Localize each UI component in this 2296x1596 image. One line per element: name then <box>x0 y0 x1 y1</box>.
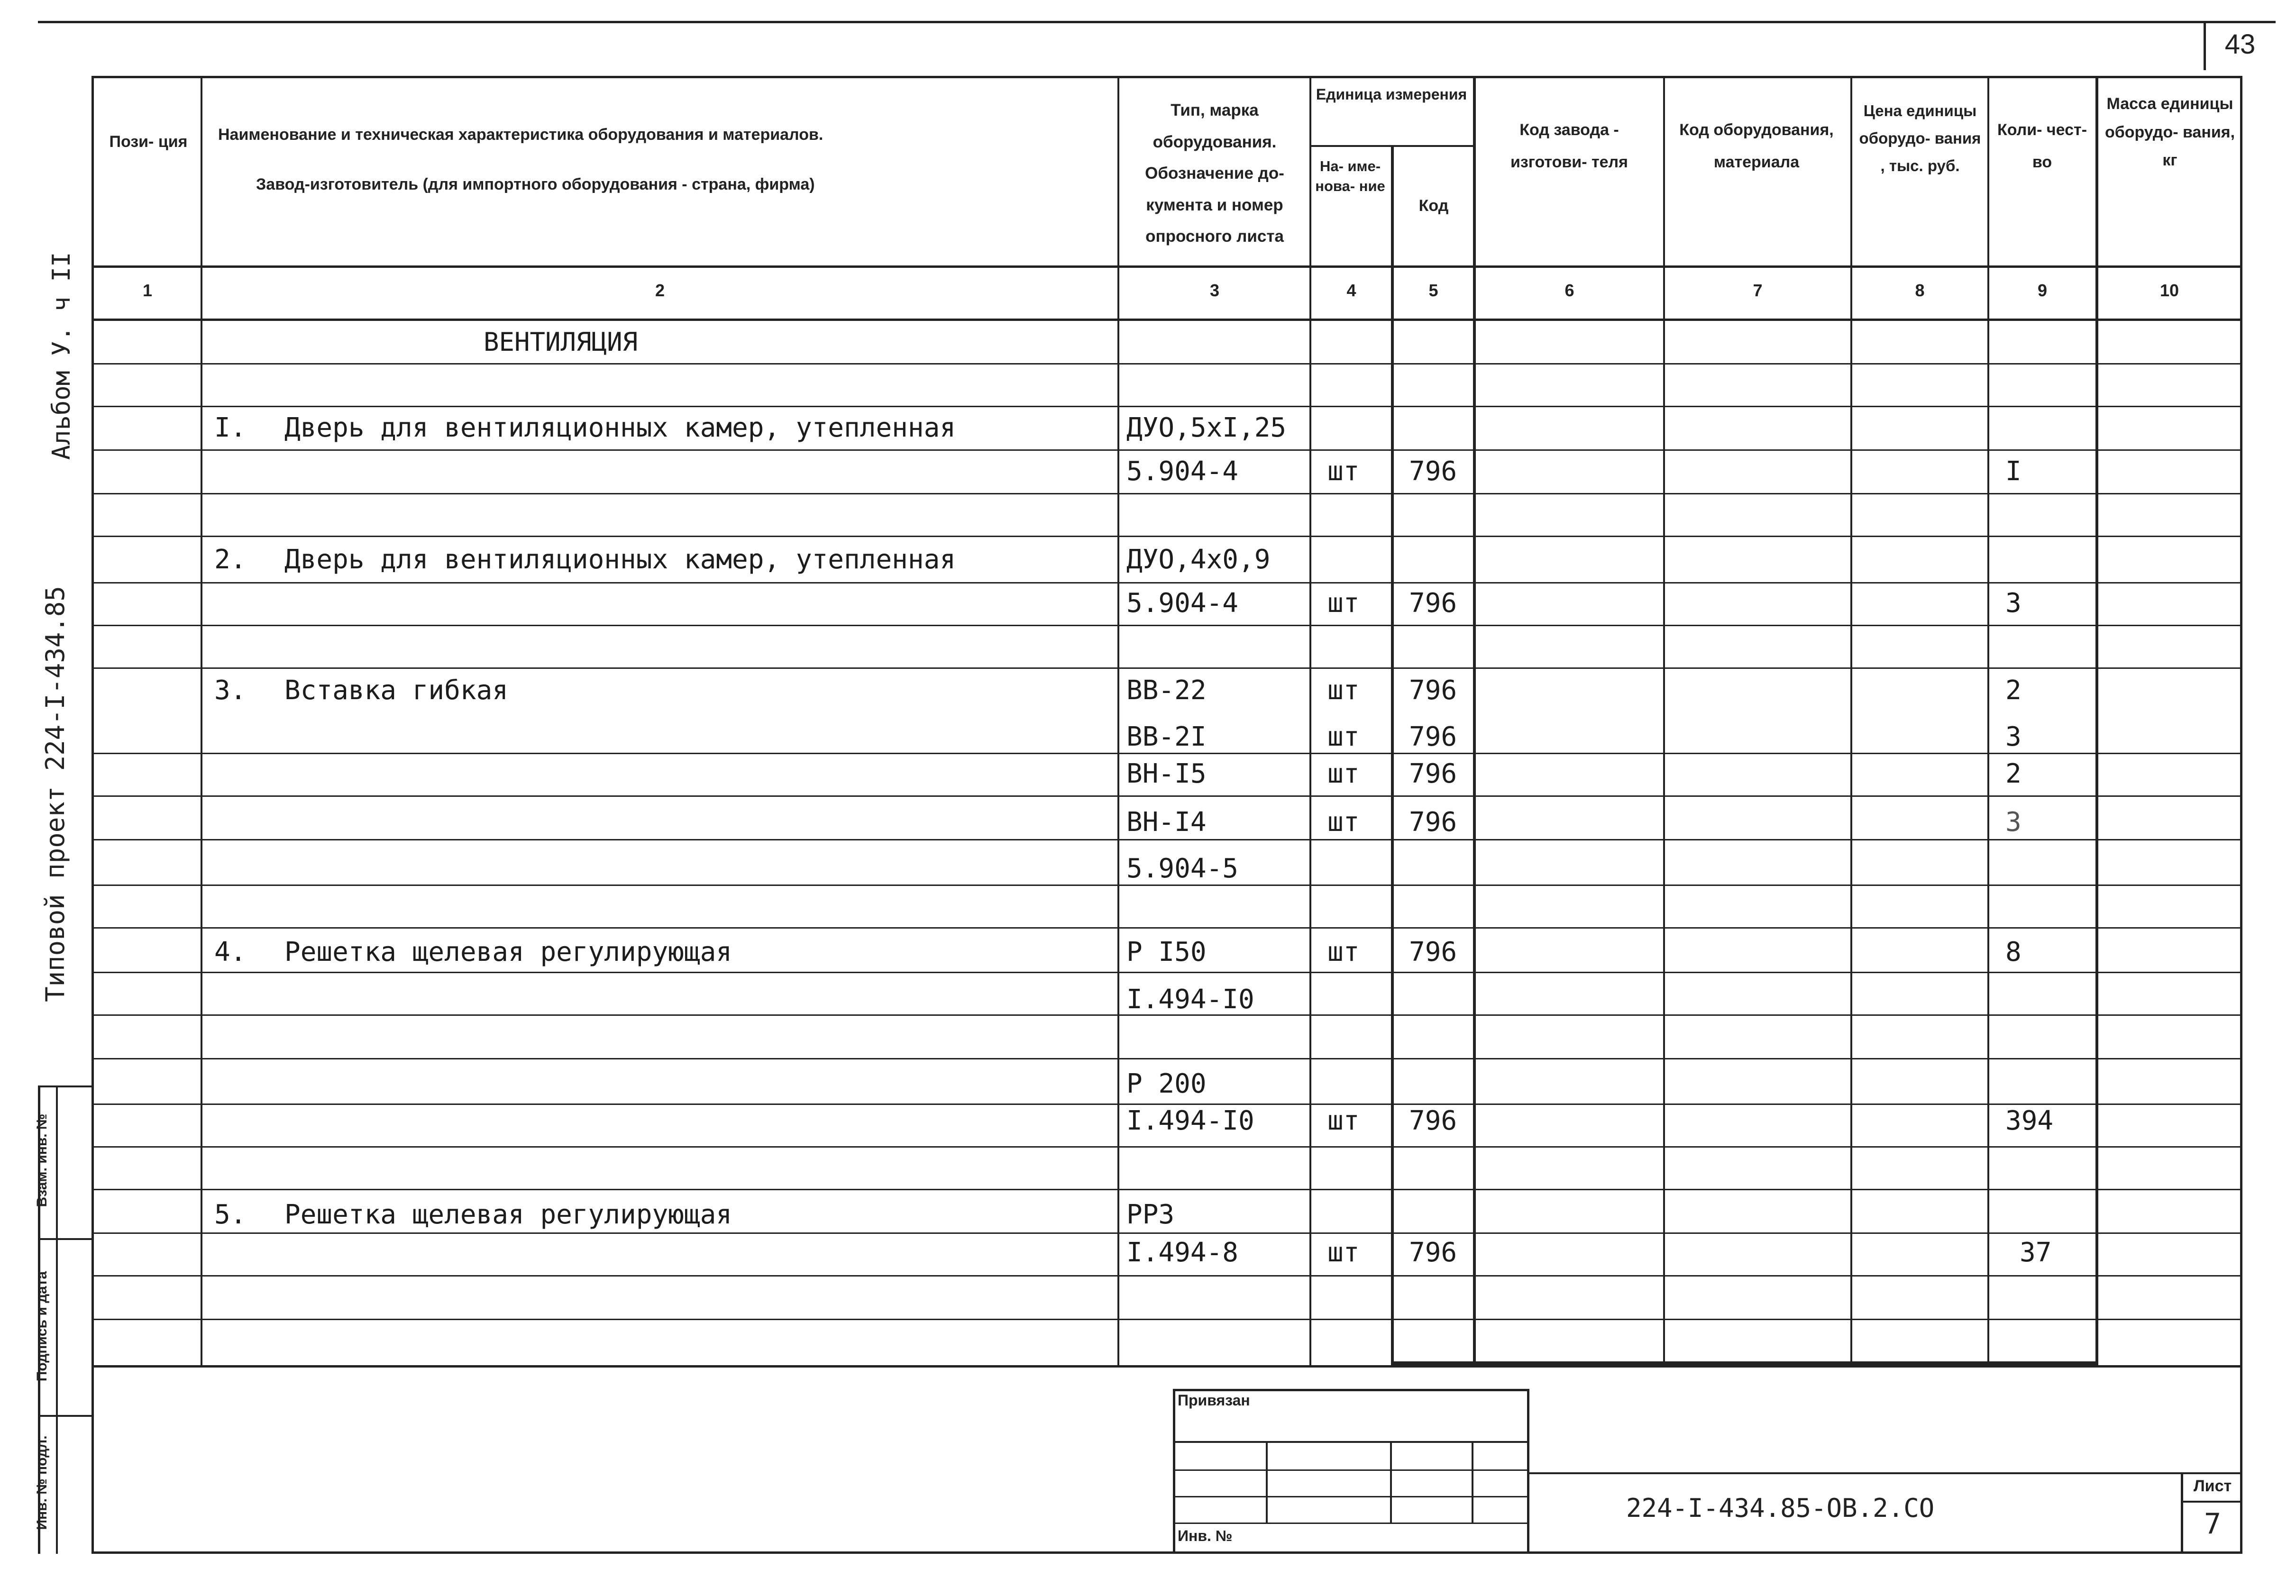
col-line-8 <box>1987 76 1989 1368</box>
list-label: Лист <box>2193 1477 2232 1495</box>
row-name: Решетка щелевая регулирующая <box>284 937 732 967</box>
row-type: 5.904-4 <box>1126 456 1239 487</box>
row-type: I.494-8 <box>1126 1237 1239 1268</box>
row-line <box>91 1104 2242 1105</box>
colnum: 4 <box>1346 281 1356 300</box>
col-line-7 <box>1850 76 1852 1368</box>
row-type: ВВ-22 <box>1126 675 1207 706</box>
col-line-2 <box>1117 76 1119 1368</box>
row-line <box>91 363 2242 365</box>
colnum: 5 <box>1428 281 1438 300</box>
row-line <box>91 536 2242 537</box>
row-line <box>91 885 2242 886</box>
row-line <box>91 1189 2242 1190</box>
privyazan-line <box>1173 1523 1529 1524</box>
header-type: Тип, марка оборудования. Обозначение до- кумента и номер опросного листа <box>1145 101 1284 246</box>
colnum: 3 <box>1209 281 1220 300</box>
row-code: 796 <box>1409 807 1457 838</box>
row-qty: 3 <box>2005 588 2022 619</box>
col-line-1 <box>201 76 202 1368</box>
colnum: 8 <box>1915 281 1925 300</box>
row-line <box>91 1146 2242 1148</box>
code-block-top <box>1529 1472 2242 1474</box>
row-type: ВВ-2I <box>1126 721 1207 752</box>
row-type: Р I50 <box>1126 937 1207 967</box>
row-name: Решетка щелевая регулирующая <box>284 1199 732 1230</box>
colnum: 6 <box>1564 281 1574 300</box>
row-type: 5.904-5 <box>1126 853 1239 884</box>
colnum: 2 <box>655 281 665 300</box>
row-line <box>91 582 2242 584</box>
row-code: 796 <box>1409 1237 1457 1268</box>
row-code: 796 <box>1409 456 1457 487</box>
row-code: 796 <box>1409 721 1457 752</box>
section-title: ВЕНТИЛЯЦИЯ <box>484 327 638 357</box>
row-qty: 8 <box>2005 937 2022 967</box>
header-bottom-line <box>91 265 2242 268</box>
stamp-podpis-label: Подпись и дата <box>34 1271 50 1382</box>
row-unit: шт <box>1327 588 1360 619</box>
row-unit: шт <box>1327 721 1360 752</box>
colnum: 9 <box>2037 281 2048 300</box>
stamp-inv-label: Инв. № подл. <box>34 1435 50 1530</box>
row-qty: 37 <box>2020 1237 2052 1268</box>
row-unit: шт <box>1327 937 1360 967</box>
album-label: Альбом У. ч II <box>47 252 76 460</box>
row-line <box>91 927 2242 929</box>
row-unit: шт <box>1327 1105 1360 1136</box>
bold-bottom-line <box>1391 1361 2098 1365</box>
row-name: Вставка гибкая <box>284 675 509 706</box>
row-line <box>91 972 2242 973</box>
col-line-5 <box>1473 76 1476 1368</box>
col-line-9 <box>2095 76 2098 1368</box>
row-position: 2. <box>214 544 247 575</box>
privyazan-line <box>1173 1469 1529 1471</box>
row-line <box>91 1058 2242 1059</box>
row-code: 796 <box>1409 675 1457 706</box>
stamp-strip-inner <box>56 1085 58 1554</box>
document-code: 224-I-434.85-ОВ.2.СО <box>1626 1493 1935 1523</box>
row-line <box>91 1319 2242 1320</box>
row-line <box>91 1275 2242 1277</box>
row-type: ВН-I4 <box>1126 807 1207 838</box>
stamp-line <box>38 1238 91 1240</box>
header-equipment-code: Код оборудования, материала <box>1679 121 1834 171</box>
privyazan-col <box>1390 1441 1392 1523</box>
row-type: ВН-I5 <box>1126 758 1207 789</box>
header-mass: Масса единицы оборудо- вания, кг <box>2104 95 2235 169</box>
stamp-vzam-label: Взам. инв. № <box>34 1113 50 1207</box>
row-name: Дверь для вентиляционных камер, утепленная <box>284 544 956 575</box>
inv-no-label: Инв. № <box>1178 1527 1233 1544</box>
header-unit-code: Код <box>1418 197 1449 215</box>
row-type: ДУО,5хI,25 <box>1126 412 1287 443</box>
row-type: I.494-I0 <box>1126 984 1254 1015</box>
row-code: 796 <box>1409 1105 1457 1136</box>
row-code: 796 <box>1409 937 1457 967</box>
row-name: Дверь для вентиляционных камер, утепленная <box>284 412 956 443</box>
row-qty: 3 <box>2005 807 2022 838</box>
row-unit: шт <box>1327 675 1360 706</box>
row-qty: 394 <box>2005 1105 2054 1136</box>
row-line <box>91 449 2242 451</box>
row-unit: шт <box>1327 758 1360 789</box>
privyazan-col <box>1472 1441 1473 1523</box>
top-border <box>38 21 2276 23</box>
row-line <box>91 1232 2242 1234</box>
colnum: 10 <box>2159 281 2179 300</box>
row-line <box>91 753 2242 754</box>
row-type: РР3 <box>1126 1199 1175 1230</box>
row-code: 796 <box>1409 588 1457 619</box>
stamp-line <box>38 1085 91 1087</box>
row-position: 4. <box>214 937 247 967</box>
row-line <box>91 795 2242 797</box>
row-position: I. <box>214 412 247 443</box>
row-qty: 2 <box>2005 675 2022 706</box>
row-position: 3. <box>214 675 247 706</box>
privyazan-line <box>1173 1496 1529 1497</box>
list-number: 7 <box>2204 1507 2222 1541</box>
row-type: Р 200 <box>1126 1068 1207 1099</box>
row-line <box>91 625 2242 626</box>
header-unit-name: На- име- нова- ние <box>1315 158 1385 194</box>
row-type: I.494-I0 <box>1126 1105 1254 1136</box>
header-name-line1: Наименование и техническая характеристика оборудования и материалов. <box>218 126 823 144</box>
header-price: Цена единицы оборудо- вания , тыс. руб. <box>1859 102 1981 174</box>
header-unit-group: Единица измерения <box>1316 86 1467 103</box>
row-line <box>91 406 2242 407</box>
row-type: 5.904-4 <box>1126 588 1239 619</box>
project-label: Типовой проект 224-I-434.85 <box>40 586 70 1002</box>
row-unit: шт <box>1327 456 1360 487</box>
row-unit: шт <box>1327 807 1360 838</box>
row-qty: 2 <box>2005 758 2022 789</box>
sheet-number: 43 <box>2224 29 2256 60</box>
row-position: 5. <box>214 1199 247 1230</box>
col-line-3 <box>1309 76 1311 1368</box>
colnum: 7 <box>1753 281 1763 300</box>
row-qty: I <box>2005 456 2022 487</box>
header-factory-code: Код завода - изготови- теля <box>1510 121 1628 171</box>
privyazan-line <box>1173 1441 1529 1443</box>
row-qty: 3 <box>2005 721 2022 752</box>
table-bottom-line <box>91 1365 2242 1368</box>
row-line <box>91 667 2242 669</box>
header-name-line2: Завод-изготовитель (для импортного оборудования - страна, фирма) <box>256 175 815 193</box>
privyazan-label: Привязан <box>1178 1392 1250 1409</box>
colnum-bottom-line <box>91 319 2242 321</box>
row-code: 796 <box>1409 758 1457 789</box>
header-position: Пози- ция <box>109 133 188 151</box>
row-type: ДУО,4х0,9 <box>1126 544 1271 575</box>
header-quantity: Коли- чест- во <box>1997 121 2087 171</box>
row-line <box>91 839 2242 840</box>
row-line <box>91 493 2242 494</box>
row-unit: шт <box>1327 1237 1360 1268</box>
col-line-4 <box>1391 145 1394 1368</box>
privyazan-col <box>1266 1441 1268 1523</box>
list-box-line <box>2181 1501 2242 1503</box>
col-line-6 <box>1663 76 1665 1368</box>
colnum: 1 <box>142 281 153 300</box>
